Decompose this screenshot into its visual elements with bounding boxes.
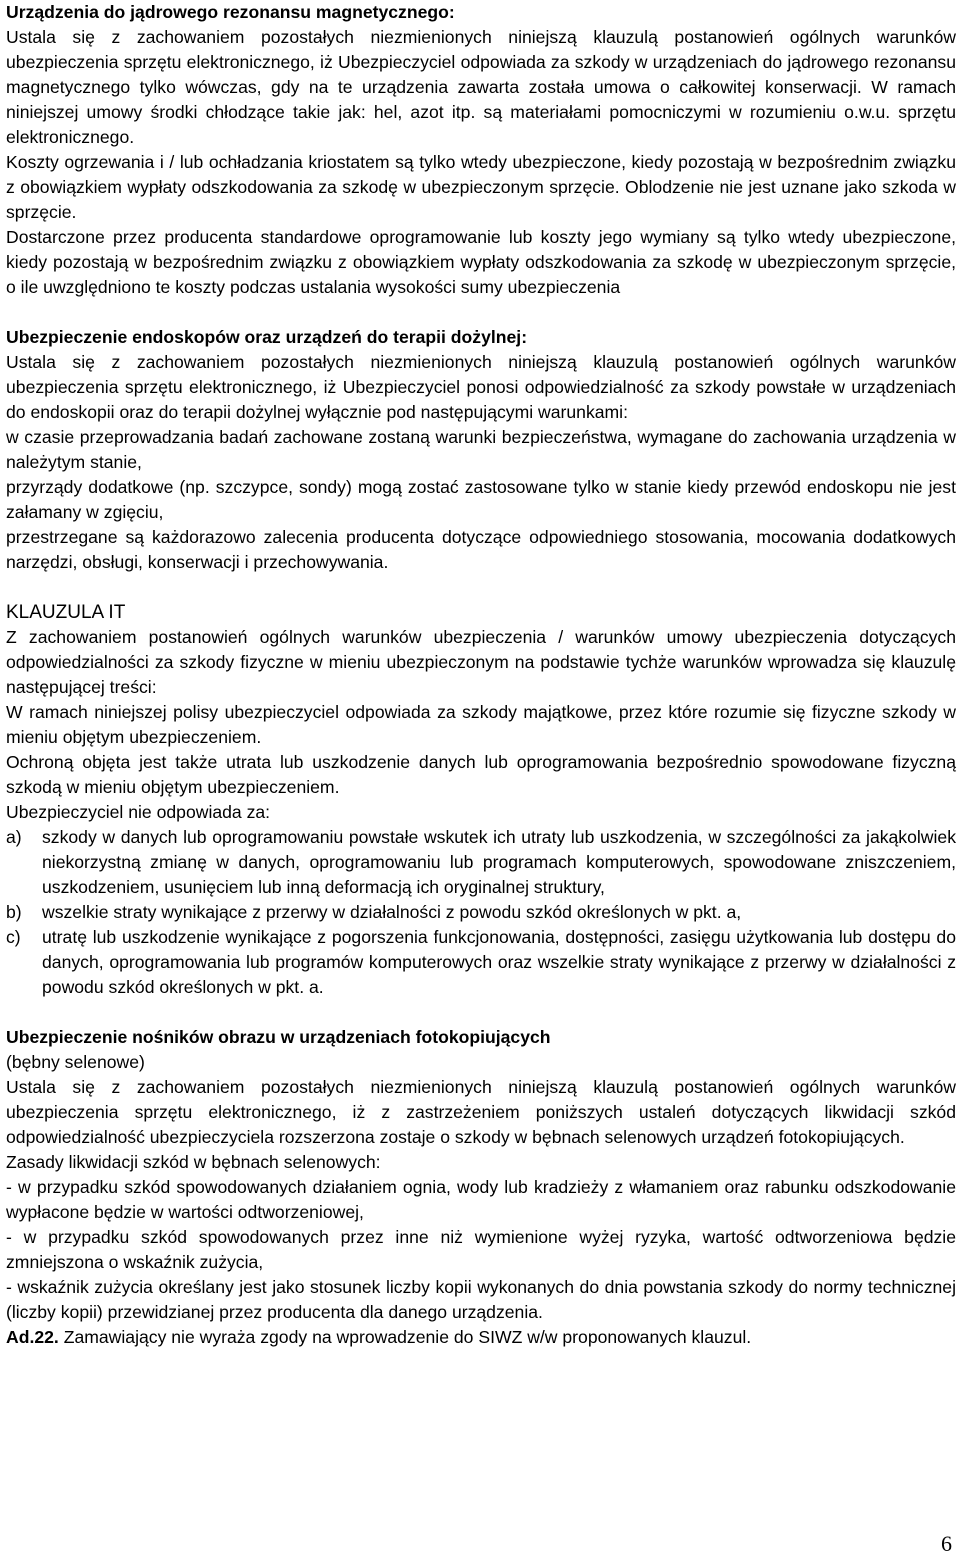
paragraph: Ustala się z zachowaniem pozostałych niezmienionych niniejszą klauzulą postanowień ogólnych warunków ubezpieczenia sprzętu elektronicznego, iż Ubezpieczyciel ponosi odpowiedzialność za szkody powstałe w urządzeniach do endoskopii oraz do terapii dożylnej wyłącznie pod następującymi warunkami: bbox=[6, 352, 956, 422]
exclusions-list bbox=[6, 825, 956, 1000]
section-it-clause bbox=[6, 600, 956, 1000]
section-title-it: KLAUZULA IT bbox=[6, 602, 126, 623]
list-item-text: utratę lub uszkodzenie wynikające z pogorszenia funkcjonowania, dostępności, zasięgu użytkowania lub dostępu do danych, oprogramowania lub programów komputerowych oraz wszelkie straty wynikające z przerwy w działalności z powodu szkód określonych w pkt. a. bbox=[42, 927, 956, 997]
paragraph: - w przypadku szkód spowodowanych przez inne niż wymienione wyżej ryzyka, wartość odtworzeniowa będzie zmniejszona o wskaźnik zużycia, bbox=[6, 1227, 956, 1272]
list-item-text: wszelkie straty wynikające z przerwy w działalności z powodu szkód określonych w pkt. a, bbox=[42, 902, 742, 922]
paragraph: - w przypadku szkód spowodowanych działaniem ognia, wody lub kradzieży z włamaniem oraz rabunku odszkodowanie wypłacone będzie w wartości odtworzeniowej, bbox=[6, 1177, 956, 1222]
paragraph: Ustala się z zachowaniem pozostałych niezmienionych niniejszą klauzulą postanowień ogólnych warunków ubezpieczenia sprzętu elektronicznego, iż Ubezpieczyciel odpowiada za szkody w urządzeniach do jądrowego rezonansu magnetycznego tylko wówczas, gdy na te urządzenia zawarta została umowa o całkowitej konserwacji. W ramach niniejszej umowy środki chłodzące takie jak: hel, azot itp. są materiałami pomocniczymi w rozumieniu o.w.u. sprzętu elektronicznego. bbox=[6, 27, 956, 147]
paragraph: przestrzegane są każdorazowo zalecenia producenta dotyczące odpowiedniego stosowania, mocowania dodatkowych narzędzi, obsługi, konserwacji i przechowywania. bbox=[6, 527, 956, 572]
paragraph: Zasady likwidacji szkód w bębnach selenowych: bbox=[6, 1152, 381, 1172]
paragraph: w czasie przeprowadzania badań zachowane zostaną warunki bezpieczeństwa, wymagane do zachowania urządzenia w należytym stanie, bbox=[6, 427, 956, 472]
paragraph: W ramach niniejszej polisy ubezpieczyciel odpowiada za szkody majątkowe, przez które rozumie się fizyczne szkody w mieniu objętym ubezpieczeniem. bbox=[6, 702, 956, 747]
section-subtitle-drums: (bębny selenowe) bbox=[6, 1052, 145, 1072]
paragraph: Ochroną objęta jest także utrata lub uszkodzenie danych lub oprogramowania bezpośrednio spowodowane fizyczną szkodą w mieniu objętym ubezpieczeniem. bbox=[6, 752, 956, 797]
answer-text: Zamawiający nie wyraża zgody na wprowadzenie do SIWZ w/w proponowanych klauzul. bbox=[58, 1327, 752, 1347]
paragraph: Ubezpieczyciel nie odpowiada za: bbox=[6, 802, 271, 822]
list-item-label: c) bbox=[6, 927, 21, 947]
list-item-label: b) bbox=[6, 902, 22, 922]
paragraph: Z zachowaniem postanowień ogólnych warunków ubezpieczenia / warunków umowy ubezpieczenia dotyczących odpowiedzialności za szkody fizyczne w mieniu ubezpieczonym na podstawie tychże warunków wprowadza się klauzulę następującej treści: bbox=[6, 627, 956, 697]
paragraph: - wskaźnik zużycia określany jest jako stosunek liczby kopii wykonanych do dnia powstania szkody do normy technicznej (liczby kopii) przewidzianej przez producenta dla danego urządzenia. bbox=[6, 1277, 956, 1322]
page-number: 6 bbox=[941, 1531, 952, 1556]
paragraph: przyrządy dodatkowe (np. szczypce, sondy) mogą zostać zastosowane tylko w stanie kiedy przewód endoskopu nie jest załamany w zgięciu, bbox=[6, 477, 956, 522]
list-item-text: szkody w danych lub oprogramowaniu powstałe wskutek ich utraty lub uszkodzenia, w szczególności za jakąkolwiek niekorzystną zmianę w danych, oprogramowaniu lub programach komputerowych, spowodowane zniszczeniem, uszkodzeniem, usunięciem lub inną deformacją ich oryginalnej struktury, bbox=[42, 827, 956, 897]
list-item bbox=[6, 900, 956, 925]
answer-label: Ad.22. bbox=[6, 1327, 59, 1347]
section-mri bbox=[6, 0, 956, 300]
section-title-mri: Urządzenia do jądrowego rezonansu magnetycznego: bbox=[6, 2, 455, 22]
list-item bbox=[6, 825, 956, 900]
section-title-endoscopes: Ubezpieczenie endoskopów oraz urządzeń do terapii dożylnej: bbox=[6, 327, 528, 347]
list-item bbox=[6, 925, 956, 1000]
list-item-label: a) bbox=[6, 827, 22, 847]
section-drums bbox=[6, 1025, 956, 1325]
section-endoscopes bbox=[6, 325, 956, 575]
paragraph: Ustala się z zachowaniem pozostałych niezmienionych niniejszą klauzulą postanowień ogólnych warunków ubezpieczenia sprzętu elektronicznego, iż z zastrzeżeniem poniższych ustaleń dotyczących likwidacji szkód odpowiedzialność ubezpieczyciela rozszerzona zostaje o szkody w bębnach selenowych urządzeń fotokopiujących. bbox=[6, 1077, 956, 1147]
document-page bbox=[6, 0, 956, 1350]
paragraph: Koszty ogrzewania i / lub ochładzania kriostatem są tylko wtedy ubezpieczone, kiedy pozostają w bezpośrednim związku z obowiązkiem wypłaty odszkodowania za szkodę w ubezpieczonym sprzęcie. Oblodzenie nie jest uznane jako szkoda w sprzęcie. bbox=[6, 152, 956, 222]
answer-line bbox=[6, 1325, 956, 1350]
paragraph: Dostarczone przez producenta standardowe oprogramowanie lub koszty jego wymiany są tylko wtedy ubezpieczone, kiedy pozostają w bezpośrednim związku z obowiązkiem wypłaty odszkodowania za szkodę w ubezpieczonym sprzęcie, o ile uwzględniono te koszty podczas ustalania wysokości sumy ubezpieczenia bbox=[6, 227, 956, 297]
section-title-drums: Ubezpieczenie nośników obrazu w urządzeniach fotokopiujących bbox=[6, 1027, 551, 1047]
